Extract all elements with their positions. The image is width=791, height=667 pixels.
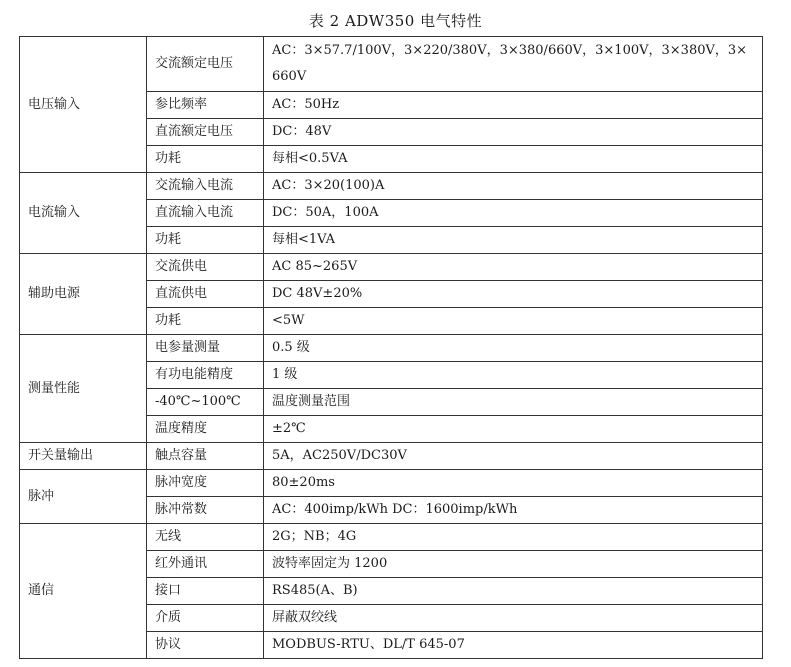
- table-row: [20, 37, 763, 92]
- value-cell: 屏蔽双绞线: [264, 605, 763, 632]
- value-cell: 温度测量范围: [264, 389, 763, 416]
- value-cell: 2G；NB；4G: [264, 524, 763, 551]
- param-cell: 脉冲常数: [147, 497, 264, 524]
- value-cell: DC 48V±20%: [264, 281, 763, 308]
- category-cell: 通信: [20, 524, 147, 659]
- param-cell: 直流额定电压: [147, 119, 264, 146]
- param-cell: 红外通讯: [147, 551, 264, 578]
- param-cell: 脉冲宽度: [147, 470, 264, 497]
- table-row: [20, 524, 763, 551]
- param-cell: 介质: [147, 605, 264, 632]
- electrical-spec-table: [19, 36, 763, 659]
- value-cell: 1 级: [264, 362, 763, 389]
- category-cell: 脉冲: [20, 470, 147, 524]
- param-cell: 参比频率: [147, 92, 264, 119]
- table-row: [20, 173, 763, 200]
- value-cell: MODBUS-RTU、DL/T 645-07: [264, 632, 763, 659]
- param-cell: 无线: [147, 524, 264, 551]
- value-cell: ±2℃: [264, 416, 763, 443]
- value-cell: AC：400imp/kWh DC：1600imp/kWh: [264, 497, 763, 524]
- value-cell: DC：48V: [264, 119, 763, 146]
- param-cell: 功耗: [147, 308, 264, 335]
- param-cell: 直流供电: [147, 281, 264, 308]
- category-cell: 开关量输出: [20, 443, 147, 470]
- table-row: [20, 470, 763, 497]
- value-cell: 波特率固定为 1200: [264, 551, 763, 578]
- param-cell: 触点容量: [147, 443, 264, 470]
- param-cell: 交流额定电压: [147, 37, 264, 92]
- value-cell: 5A，AC250V/DC30V: [264, 443, 763, 470]
- value-cell: RS485(A、B): [264, 578, 763, 605]
- param-cell: 电参量测量: [147, 335, 264, 362]
- category-cell: 测量性能: [20, 335, 147, 443]
- category-cell: 电流输入: [20, 173, 147, 254]
- param-cell: 直流输入电流: [147, 200, 264, 227]
- param-cell: -40℃~100℃: [147, 389, 264, 416]
- param-cell: 协议: [147, 632, 264, 659]
- table-caption: 表 2 ADW350 电气特性: [308, 12, 483, 30]
- table-row: [20, 335, 763, 362]
- value-cell: 80±20ms: [264, 470, 763, 497]
- category-cell: 电压输入: [20, 37, 147, 173]
- value-cell: AC：3×57.7/100V，3×220/380V，3×380/660V，3×100V，3×380V，3×660V: [264, 37, 763, 92]
- param-cell: 有功电能精度: [147, 362, 264, 389]
- value-cell: 每相<1VA: [264, 227, 763, 254]
- param-cell: 交流输入电流: [147, 173, 264, 200]
- category-cell: 辅助电源: [20, 254, 147, 335]
- param-cell: 功耗: [147, 227, 264, 254]
- value-cell: <5W: [264, 308, 763, 335]
- param-cell: 温度精度: [147, 416, 264, 443]
- value-cell: 0.5 级: [264, 335, 763, 362]
- param-cell: 交流供电: [147, 254, 264, 281]
- param-cell: 接口: [147, 578, 264, 605]
- value-cell: AC 85~265V: [264, 254, 763, 281]
- value-cell: DC：50A，100A: [264, 200, 763, 227]
- table-row: [20, 443, 763, 470]
- value-cell: 每相<0.5VA: [264, 146, 763, 173]
- param-cell: 功耗: [147, 146, 264, 173]
- table-row: [20, 254, 763, 281]
- value-cell: AC：50Hz: [264, 92, 763, 119]
- value-cell: AC：3×20(100)A: [264, 173, 763, 200]
